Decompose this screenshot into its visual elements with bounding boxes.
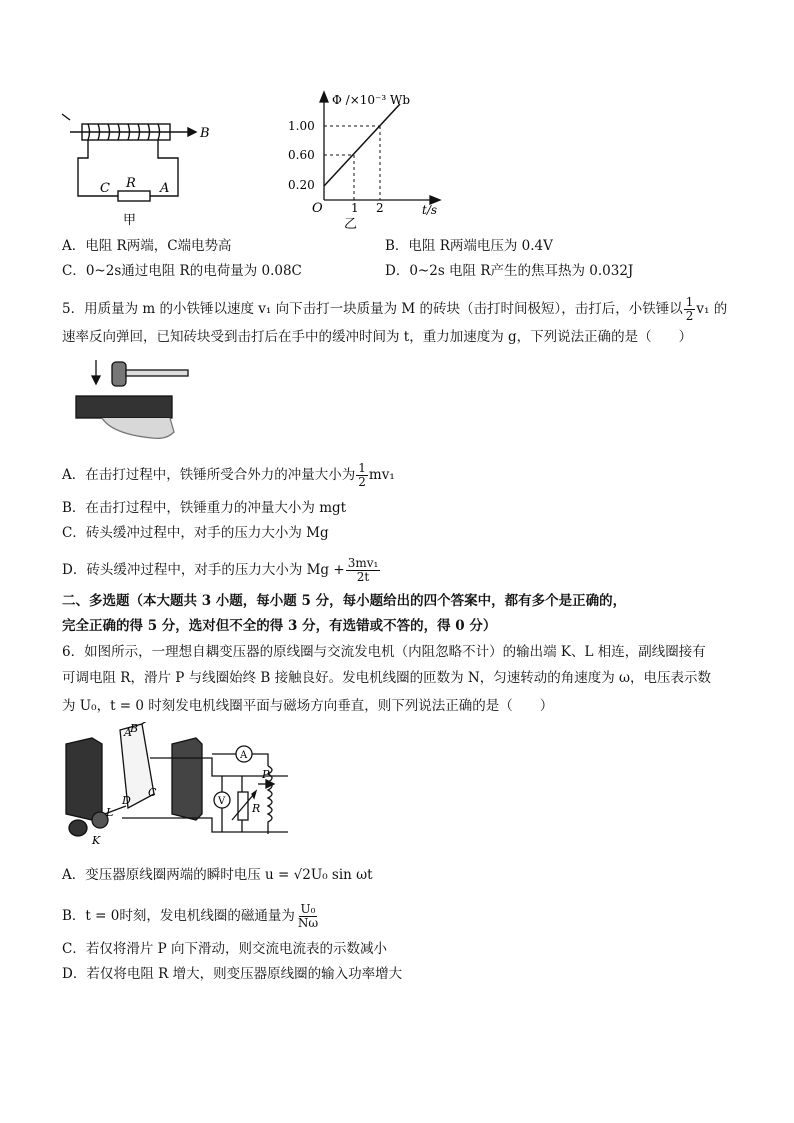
q5-option-a-fraction: $\frac{1}{2}$ bbox=[358, 461, 366, 489]
q6-option-b: B．t = 0时刻，发电机线圈的磁通量为 $\frac{\text{U₀}}{N\omega}$ bbox=[62, 902, 319, 930]
q5-stem-line1 bbox=[62, 296, 727, 323]
q5-option-d-fraction: $\frac{\text{3mv₁}}{2t}$ bbox=[347, 556, 379, 584]
q5-stem-line1-a: 5．用质量为 m 的小铁锤以速度 v₁ 向下击打一块质量为 M 的砖块（击打时间极短），击打后，小铁锤以 bbox=[62, 301, 683, 317]
figure-yi-graph bbox=[282, 88, 452, 234]
q5-option-a: A．在击打过程中，铁锤所受合外力的冲量大小为 $\frac{1}{2}$ mv₁ bbox=[62, 461, 395, 489]
q5-stem-fraction: $\frac{1}{2}$ bbox=[685, 295, 694, 323]
q4-option-c: C．0~2s通过电阻 R的电荷量为 0.08C bbox=[62, 263, 302, 279]
fig6-ammeter-label: A bbox=[240, 750, 248, 761]
q6-stem-line2: 可调电阻 R，滑片 P 与线圈始终 B 接触良好。发电机线圈的匝数为 N，匀速转动的角速度为 ω，电压表示数 bbox=[62, 670, 712, 686]
q4-option-b: B．电阻 R两端电压为 0.4V bbox=[385, 238, 553, 254]
figure-generator-transformer bbox=[62, 722, 298, 848]
q6-option-b-fraction: $\frac{\text{U₀}}{N\omega}$ bbox=[297, 902, 319, 930]
q4-option-d: D．0~2s 电阻 R产生的焦耳热为 0.032J bbox=[385, 263, 634, 279]
q5-stem-line1-b: v₁ 的 bbox=[696, 301, 728, 317]
caption-jia: 甲 bbox=[123, 213, 137, 228]
x-tick-1: 1 bbox=[351, 201, 359, 215]
fig6-label-b: B bbox=[130, 722, 139, 735]
x-tick-2: 2 bbox=[376, 201, 384, 215]
fig6-label-r: R bbox=[252, 802, 261, 815]
q6-option-a: A．变压器原线圈两端的瞬时电压 u = √2U₀ sin ωt bbox=[62, 867, 373, 883]
label-a: A bbox=[160, 181, 170, 196]
label-c: C bbox=[100, 181, 110, 196]
section2-header-line2: 完全正确的得 5 分，选对但不全的得 3 分，有选错或不答的，得 0 分） bbox=[62, 618, 497, 634]
q5-option-c: C．砖头缓冲过程中，对手的压力大小为 Mg bbox=[62, 525, 329, 541]
y-tick-2: 0.60 bbox=[288, 148, 315, 162]
fig6-voltmeter-label: V bbox=[218, 796, 226, 807]
y-tick-1: 1.00 bbox=[288, 119, 315, 133]
label-r: R bbox=[126, 176, 136, 191]
x-axis-label: t/s bbox=[422, 203, 438, 217]
fig6-label-c: C bbox=[148, 786, 157, 799]
q6-option-c: C．若仅将滑片 P 向下滑动，则交流电流表的示数减小 bbox=[62, 941, 387, 957]
fig6-label-l: L bbox=[106, 806, 114, 819]
q6-stem-line3: 为 U₀，t = 0 时刻发电机线圈平面与磁场方向垂直，则下列说法正确的是（ ） bbox=[62, 698, 554, 714]
q5-option-d: D．砖头缓冲过程中，对手的压力大小为 Mg + $\frac{\text{3mv₁}}{2t}$ bbox=[62, 556, 379, 584]
label-b: B bbox=[200, 126, 210, 141]
section2-header-line1: 二、多选题（本大题共 3 小题，每小题 5 分，每小题给出的四个答案中，都有多个是正确的， bbox=[62, 593, 627, 609]
q5-option-b: B．在击打过程中，铁锤重力的冲量大小为 mgt bbox=[62, 500, 347, 516]
figure-jia-solenoid bbox=[60, 112, 220, 234]
q6-option-d: D．若仅将电阻 R 增大，则变压器原线圈的输入功率增大 bbox=[62, 966, 403, 982]
fig6-label-a: A bbox=[124, 726, 132, 739]
q5-stem-line2: 速率反向弹回，已知砖块受到击打后在手中的缓冲时间为 t，重力加速度为 g，下列说法正确的是（ ） bbox=[62, 329, 693, 345]
figure-hammer-brick bbox=[72, 356, 192, 442]
q4-option-a: A．电阻 R两端，C端电势高 bbox=[62, 238, 232, 254]
y-tick-3: 0.20 bbox=[288, 178, 315, 192]
y-axis-label: Φ /×10⁻³ Wb bbox=[332, 93, 410, 107]
fig6-label-p: P bbox=[262, 768, 270, 781]
caption-yi: 乙 bbox=[344, 217, 358, 232]
q6-stem-line1: 6．如图所示，一理想自耦变压器的原线圈与交流发电机（内阻忽略不计）的输出端 K、L 相连，副线圈接有 bbox=[62, 644, 706, 660]
fig6-label-k: K bbox=[92, 834, 101, 847]
fig6-label-d: D bbox=[122, 794, 131, 807]
origin-label: O bbox=[312, 201, 323, 216]
